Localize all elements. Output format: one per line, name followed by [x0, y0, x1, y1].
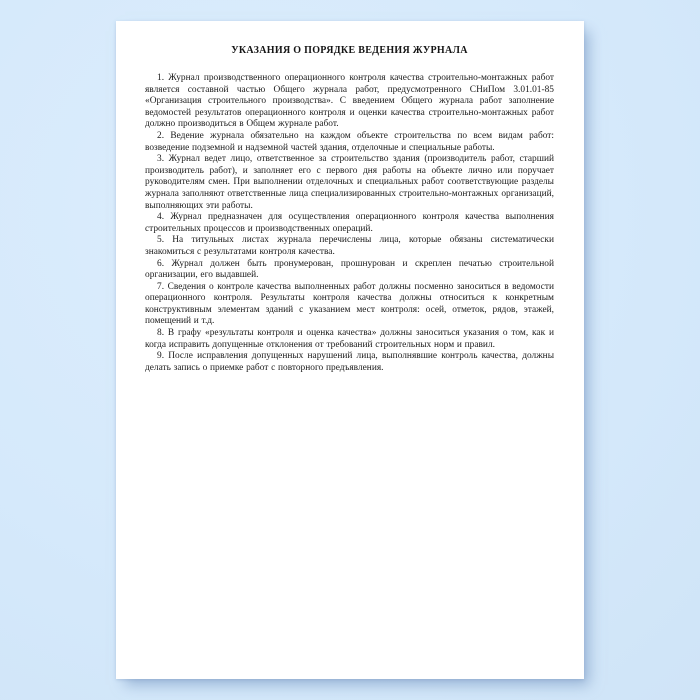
paragraph-1: 1. Журнал производственного операционного контроля качества строительно-монтажных работ является составной частью Общего журнала работ, предусмотренного СНиПом 3.01.01-85 «Организация строительного производства». С введением Общего журнала работ заполнение ведомостей результатов операционного контроля и оценки качества строительно-монтажных работ должно производиться в Общем журнале работ.	[145, 73, 554, 130]
paragraph-2: 2. Ведение журнала обязательно на каждом объекте строительства по всем видам работ: возведение подземной и надземной частей здания, отделочные и специальные работы.	[145, 130, 554, 153]
document-page	[116, 21, 584, 679]
paragraph-7: 7. Сведения о контроле качества выполненных работ должны посменно заноситься в ведомости операционного контроля. Результаты контроля качества должны относиться к конкретным конструктивным элементам зданий с указанием мест контроля: осей, отметок, рядов, этажей, помещений и т.д.	[145, 281, 554, 327]
paragraph-4: 4. Журнал предназначен для осуществления операционного контроля качества выполнения строительных процессов и производственных операций.	[145, 212, 554, 234]
paragraph-9: 9. После исправления допущенных нарушений лица, выполнявшие контроль качества, должны делать запись о приемке работ с повторного предъявления.	[145, 351, 554, 373]
paragraph-3: 3. Журнал ведет лицо, ответственное за строительство здания (производитель работ, старший производитель работ), и заполняет его с первого дня работы на объекте лично или поручает руководителям смен. При выполнении отделочных и специальных работ соответствующие разделы журнала заполняют ответственные лица специализированных строительно-монтажных организаций, выполняющих эти работы.	[145, 154, 554, 211]
document-body	[145, 73, 554, 374]
paragraph-6: 6. Журнал должен быть пронумерован, прошнурован и скреплен печатью строительной организации, его выдавшей.	[145, 258, 554, 281]
document-title: УКАЗАНИЯ О ПОРЯДКЕ ВЕДЕНИЯ ЖУРНАЛА	[231, 45, 468, 56]
paragraph-8: 8. В графу «результаты контроля и оценка качества» должны заноситься указания о том, как и когда исправить допущенные отклонения от требований строительных норм и правил.	[145, 328, 554, 350]
paragraph-5: 5. На титульных листах журнала перечислены лица, которые обязаны систематически знакомиться с результатами контроля качества.	[145, 235, 554, 257]
